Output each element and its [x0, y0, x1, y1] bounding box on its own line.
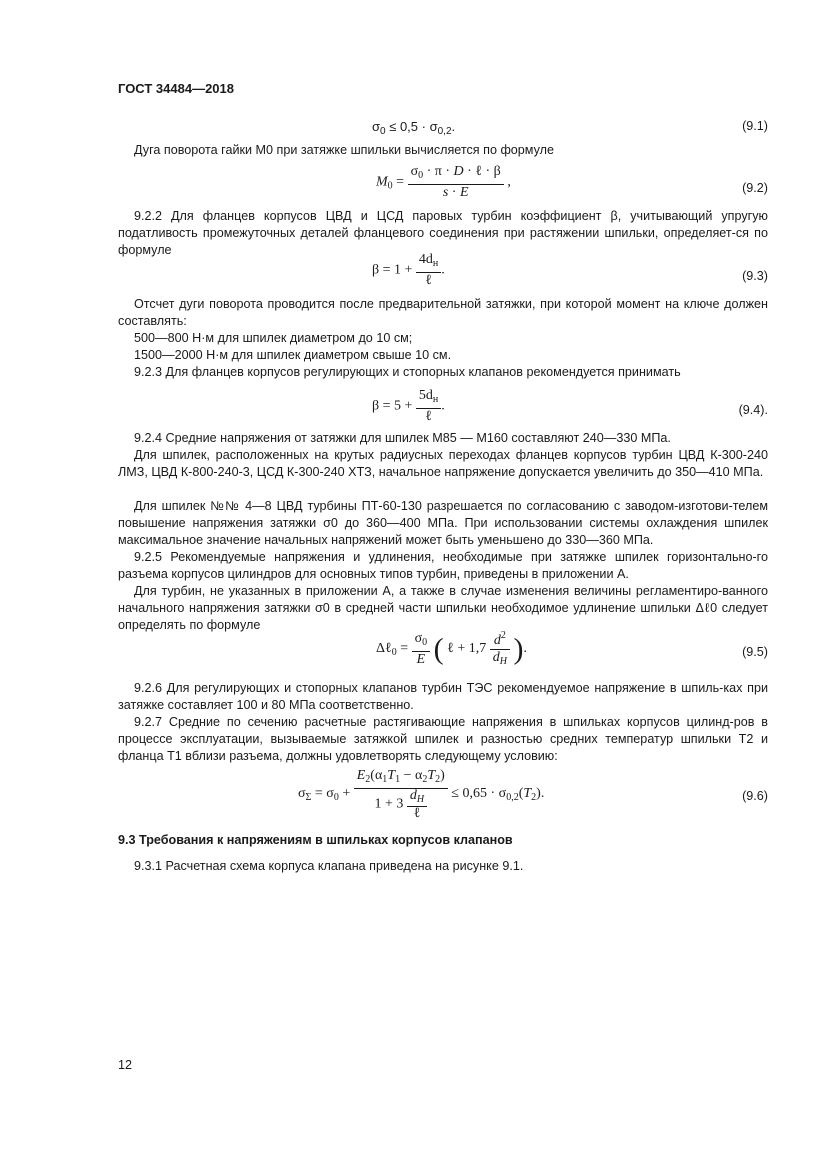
- equation-number: (9.2): [742, 181, 768, 195]
- equation-number: (9.6): [742, 789, 768, 803]
- equation-9-5: Δℓ$_0$ = $\frac{\sigma_0}{E}$ ( ℓ + 1,7 $\frac{d^2}{d_H}$ ).: [376, 630, 528, 667]
- equation-number: (9.5): [742, 645, 768, 659]
- paragraph: Дуга поворота гайки M0 при затяжке шпильки вычисляется по формуле: [134, 143, 554, 157]
- paragraph: Для шпилек №№ 4—8 ЦВД турбины ПТ-60-130 разрешается по согласованию с заводом-изготови-телем повышение напряжения затяжки σ0 до 360—400 МПа. При использовании системы охлаждения шпилек максимальное значение начальных напряжений может быть уменьшено до 330—360 МПа.: [118, 499, 768, 547]
- paragraph: 9.2.6 Для регулирующих и стопорных клапанов турбин ТЭС рекомендуемое напряжение в шпиль-ках при затяжке составляет 100 и 80 МПа соответственно.: [118, 681, 768, 712]
- paragraph: Для шпилек, расположенных на крутых радиусных переходах фланцев корпусов турбин ЦВД К-300-240 ЛМЗ, ЦВД К-800-240-3, ЦСД К-300-240 ХТЗ, начальное напряжение допускается увеличить до 350—410 МПа.: [118, 448, 768, 479]
- list-item: 1500—2000 Н·м для шпилек диаметром свыше 10 см.: [134, 348, 452, 362]
- paragraph: Отсчет дуги поворота проводится после предварительной затяжки, при которой момент на ключе должен составлять:: [118, 297, 768, 328]
- list-item: 500—800 Н·м для шпилек диаметром до 10 см;: [134, 331, 413, 345]
- equation-9-6: $\sigma_\Sigma = \sigma_0$ + $E_2(\alpha_1T_1 - \alpha_2T_2)$ 1 + 3 $\frac{d_H}{\text{ℓ}}$ ≤ $0,65 \cdot \sigma_{0,2}(T_2)$.: [298, 768, 545, 821]
- equation-number: (9.4).: [738, 403, 768, 417]
- paragraph: 9.2.3 Для фланцев корпусов регулирующих и стопорных клапанов рекомендуется принимать: [134, 365, 681, 379]
- paragraph: 9.2.2 Для фланцев корпусов ЦВД и ЦСД паровых турбин коэффициент β, учитывающий упругую податливость промежуточных деталей фланцевого соединения при растяжении шпильки, определяет-ся по формуле: [118, 209, 768, 257]
- equation-9-4: β = 5 + $\frac{5d_н}{\text{ℓ}}$ .: [372, 388, 445, 424]
- equation-9-3: β = 1 + $\frac{4d_н}{\text{ℓ}}$ .: [372, 252, 445, 288]
- document-header: ГОСТ 34484—2018: [118, 81, 234, 96]
- paragraph: 9.2.4 Средние напряжения от затяжки для шпилек М85 — М160 составляют 240—330 МПа.: [134, 431, 671, 445]
- equation-9-2: $M_0$ = $\frac{\sigma_0 \cdot \pi \cdot D \cdot \ell \cdot \beta}{s \cdot E}$ ,: [376, 164, 511, 200]
- equation-number: (9.3): [742, 269, 768, 283]
- equation-9-1: $\sigma_0 \le 0,5 \cdot \sigma_{0,2}$.: [372, 119, 456, 137]
- paragraph: 9.2.7 Средние по сечению расчетные растягивающие напряжения в шпильках корпусов цилинд-ров в процессе эксплуатации, вызываемые затяжкой шпилек и разностью средних температур шпильки T2 и фланца T1 вблизи разъема, должны удовлетворять следующему условию:: [118, 715, 768, 763]
- paragraph: Для турбин, не указанных в приложении А, а также в случае изменения величины регламентиро-ванного начального напряжения затяжки σ0 в средней части шпильки необходимое удлинение шпильки Δℓ0 следует определять по формуле: [118, 584, 768, 632]
- paragraph: 9.2.5 Рекомендуемые напряжения и удлинения, необходимые при затяжке шпилек горизонтально-го разъема корпусов цилиндров для основных типов турбин, приведены в приложении А.: [118, 550, 768, 581]
- page-number: 12: [118, 1058, 133, 1072]
- section-heading: 9.3 Требования к напряжениям в шпильках корпусов клапанов: [118, 833, 513, 847]
- paragraph: 9.3.1 Расчетная схема корпуса клапана приведена на рисунке 9.1.: [134, 859, 524, 873]
- equation-number: (9.1): [742, 119, 768, 133]
